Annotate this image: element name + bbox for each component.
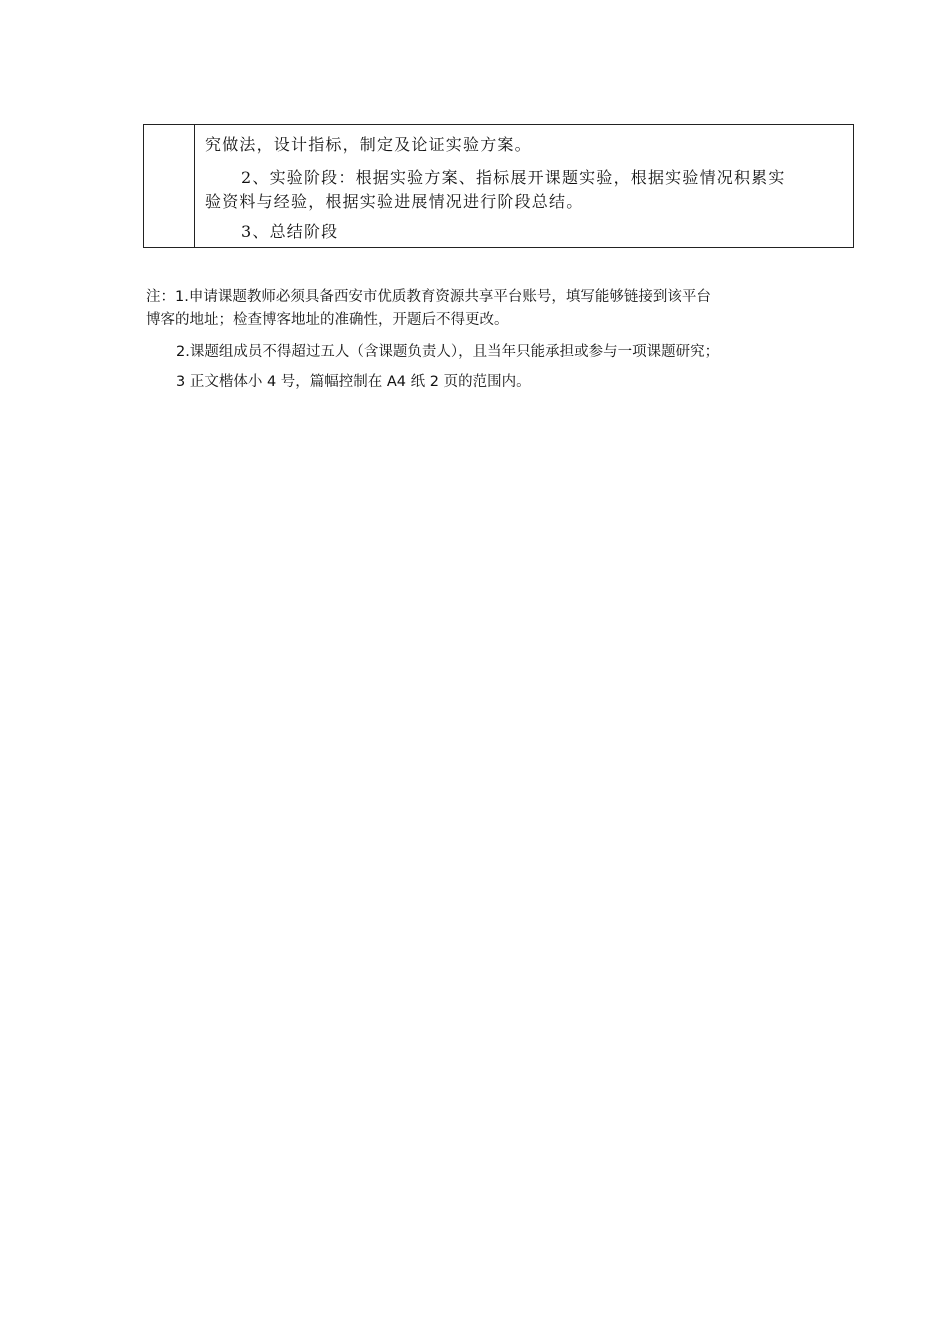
table-text-line: 究做法，设计指标，制定及论证实验方案。 [205,135,532,154]
table-text-line: 验资料与经验，根据实验进展情况进行阶段总结。 [205,192,584,211]
table-content-cell [195,125,853,247]
table-label-cell [144,125,195,247]
table-text-line: 3、总结阶段 [241,222,339,241]
note-line: 3 正文楷体小 4 号，篇幅控制在 A4 纸 2 页的范围内。 [176,374,531,390]
note-line: 博客的地址；检查博客地址的准确性，开题后不得更改。 [146,312,509,328]
note-line: 2.课题组成员不得超过五人（含课题负责人），且当年只能承担或参与一项课题研究； [176,344,720,360]
content-table [143,124,854,248]
table-text-line: 2、实验阶段：根据实验方案、指标展开课题实验，根据实验情况积累实 [241,168,786,187]
note-line: 注：1.申请课题教师必须具备西安市优质教育资源共享平台账号，填写能够链接到该平台 [146,289,711,305]
